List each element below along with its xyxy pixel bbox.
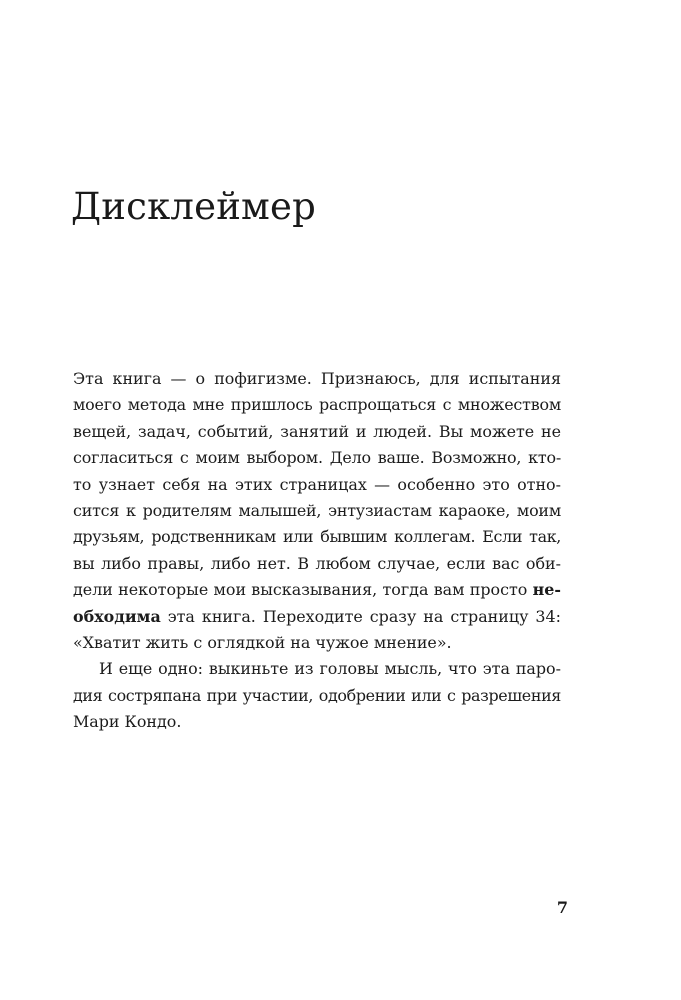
text-line: согласиться с моим выбором. Дело ваше. Возможно, кто- <box>73 448 561 468</box>
text-line: Мари Кондо. <box>73 712 182 732</box>
body-text <box>73 366 561 736</box>
text-segment: эта книга. Переходите сразу на страницу 34: <box>167 606 561 626</box>
text-line: Эта книга — о пофигизме. Признаюсь, для испытания <box>73 369 561 388</box>
text-line: И еще одно: выкиньте из головы мысль, что эта паро- <box>99 659 561 679</box>
text-line: вещей, задач, событий, занятий и людей. Вы можете не <box>73 421 561 441</box>
bold-text-segment: обходима <box>73 606 161 626</box>
text-line: сится к родителям малышей, энтузиастам караоке, моим <box>73 501 561 521</box>
text-line: друзьям, родственникам или бывшим коллегам. Если так, <box>73 527 561 547</box>
page-number: 7 <box>556 898 568 917</box>
text-line: то узнает себя на этих страницах — особенно это отно- <box>73 474 561 494</box>
text-line: моего метода мне пришлось распрощаться с множеством <box>73 395 561 415</box>
text-segment: дели некоторые мои высказывания, тогда вам просто <box>73 580 528 600</box>
paragraph-1 <box>73 366 561 656</box>
text-line: «Хватит жить с оглядкой на чужое мнение». <box>73 633 452 653</box>
text-line: вы либо правы, либо нет. В любом случае, если вас оби- <box>73 553 561 573</box>
paragraph-2 <box>73 656 561 735</box>
text-line <box>73 604 561 630</box>
bold-text-segment: не- <box>532 580 561 600</box>
text-line <box>73 577 561 603</box>
text-line: дия состряпана при участии, одобрении или с разрешения <box>73 685 561 705</box>
page-title: Дисклеймер <box>71 185 317 228</box>
